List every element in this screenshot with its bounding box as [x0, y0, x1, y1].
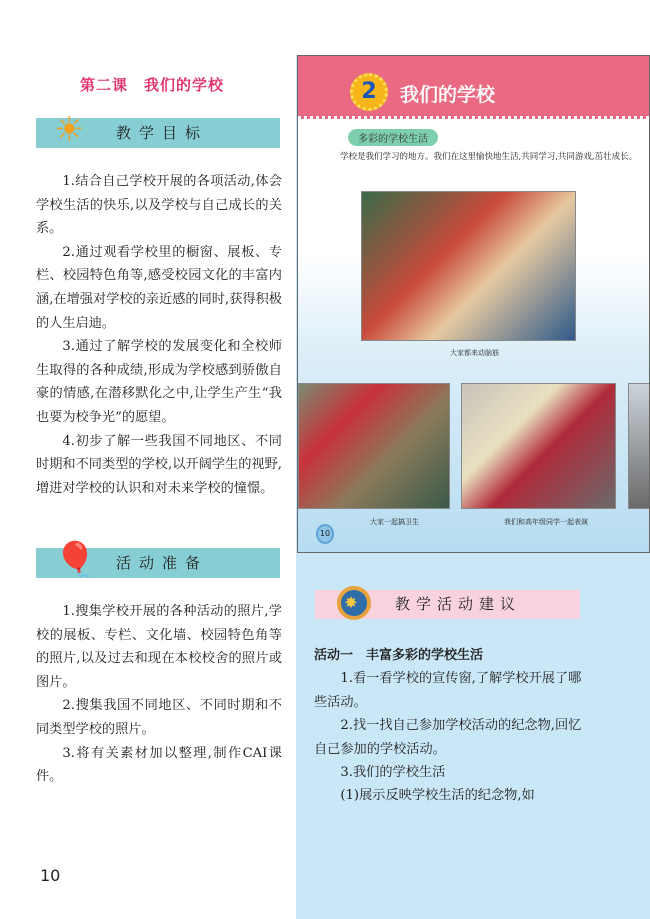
figure-intro: 学校是我们学习的地方。我们在这里愉快地生活,共同学习,共同游戏,茁壮成长。 — [340, 152, 638, 162]
prep-item: 1.搜集学校开展的各种活动的照片,学校的展板、专栏、文化墙、校园特色角等的照片,以及过去和现在本校校舍的照片或图片。 — [36, 604, 282, 690]
goal-item: 1.结合自己学校开展的各项活动,体会学校生活的快乐,以及学校与自己成长的关系。 — [36, 174, 282, 237]
textbook-figure — [297, 55, 650, 553]
activity-item: 2.找一找自己参加学校活动的纪念物,回忆自己参加的学校活动。 — [314, 718, 582, 757]
photo-students-playing — [361, 191, 576, 341]
right-top-margin — [296, 0, 650, 55]
page-number: 10 — [40, 866, 61, 885]
prep-heading: 活动准备 — [116, 554, 209, 572]
goals-heading-bar — [36, 110, 280, 150]
photo-caption: 我们和高年级同学一起表演 — [504, 518, 588, 526]
photo-partial — [628, 383, 650, 509]
activity-item: 1.看一看学校的宣传窗,了解学校开展了哪些活动。 — [314, 671, 582, 710]
lesson-title: 第二课 我们的学校 — [80, 76, 225, 94]
goal-item: 2.通过观看学校里的橱窗、展板、专栏、校园特色角等,感受校园文化的丰富内涵,在增强对学校的亲近感的同时,获得积极的人生启迪。 — [36, 244, 282, 331]
activity-item: (1)展示反映学校生活的纪念物,如 — [340, 788, 535, 804]
figure-title: 我们的学校 — [400, 84, 496, 106]
photo-performance — [461, 383, 616, 509]
compass-icon: ✸ — [337, 586, 371, 620]
activity-title: 活动一 丰富多彩的学校生活 — [314, 648, 484, 663]
prep-list — [36, 600, 282, 789]
prep-heading-bar — [36, 540, 280, 580]
prep-item: 2.搜集我国不同地区、不同时期和不同类型学校的照片。 — [36, 698, 282, 737]
lesson-number-badge: 2 — [350, 73, 388, 111]
photo-cleaning — [298, 383, 450, 509]
goal-item: 3.通过了解学校的发展变化和全校师生取得的各种成绩,形成为学校感到骄傲自豪的情感,在潜移默化之中,让学生产生“我也要为校争光”的愿望。 — [36, 339, 282, 425]
activity-item: 3.我们的学校生活 — [340, 765, 446, 781]
goals-list — [36, 170, 282, 500]
prep-item: 3.将有关素材加以整理,制作CAI课件。 — [36, 745, 282, 785]
goal-item: 4.初步了解一些我国不同地区、不同时期和不同类型的学校,以开阔学生的视野,增进对学校的认识和对未来学校的憧憬。 — [36, 433, 282, 496]
figure-header — [298, 56, 649, 119]
sun-icon: ☀ — [54, 110, 93, 150]
photo-caption: 大家都来动脑筋 — [450, 349, 499, 357]
hot-air-balloon-icon: 🎈 — [54, 540, 105, 580]
activities-heading: 教学活动建议 — [395, 595, 522, 613]
activities-list — [314, 644, 584, 808]
activities-heading-bar — [315, 590, 580, 619]
goals-heading: 教学目标 — [116, 124, 209, 142]
figure-page-number: 10 — [316, 524, 334, 544]
section-pill: 多彩的学校生活 — [348, 129, 438, 146]
photo-caption: 大家一起搞卫生 — [370, 518, 419, 526]
